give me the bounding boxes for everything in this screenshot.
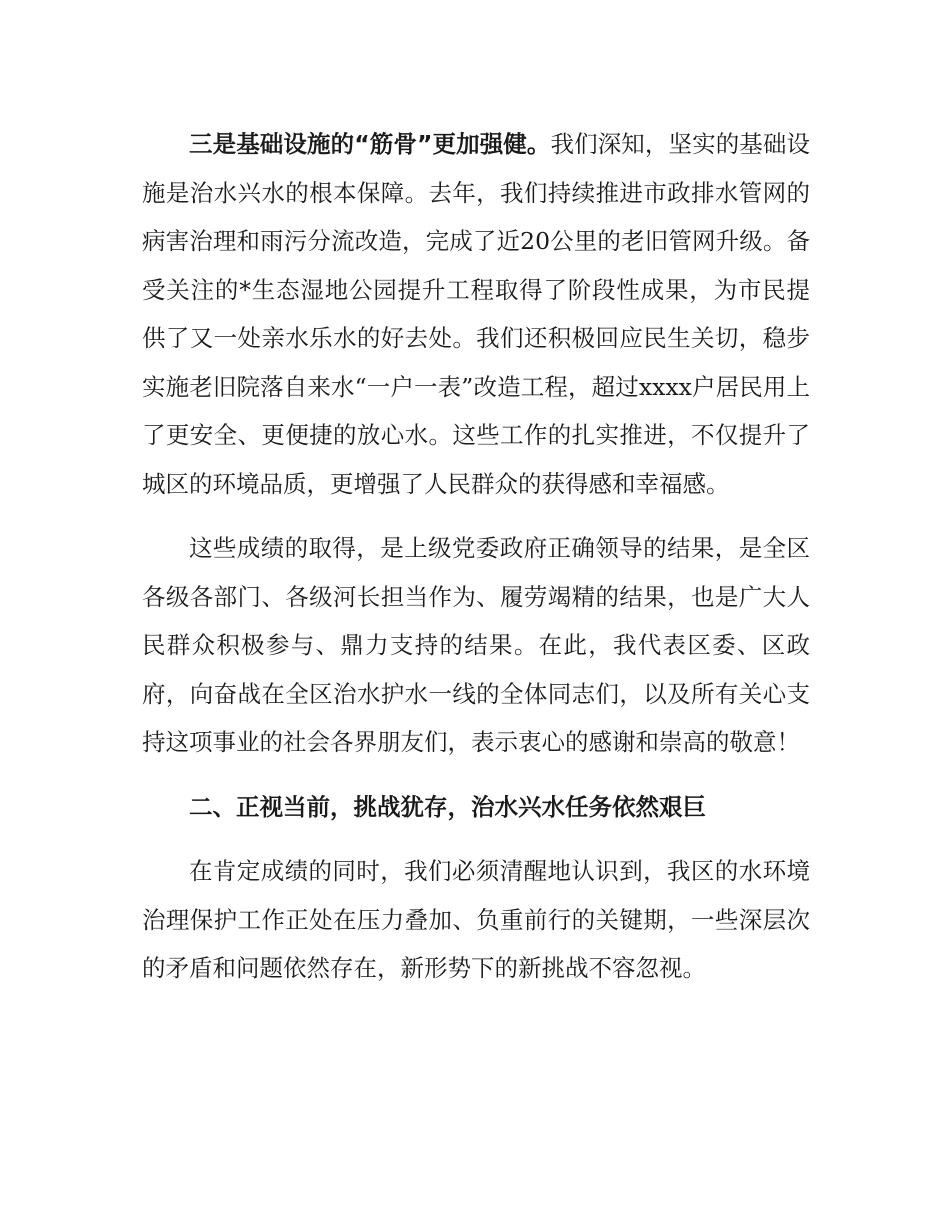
paragraph-acknowledgement: 这些成绩的取得，是上级党委政府正确领导的结果，是全区各级各部门、各级河长担当作为、履劳竭精的结果，也是广大人民群众积极参与、鼎力支持的结果。在此，我代表区委、区政府，向奋战在全区治水护水一线的全体同志们，以及所有关心支持这项事业的社会各界朋友们，表示衷心的感谢和崇高的敬意！ (142, 534, 810, 756)
document-body (142, 120, 810, 1009)
paragraph-body-text: 我们深知，坚实的基础设施是治水兴水的根本保障。去年，我们持续推进市政排水管网的病害治理和雨污分流改造，完成了近20公里的老旧管网升级。备受关注的*生态湿地公园提升工程取得了阶段性成果，为市民提供了又一处亲水乐水的好去处。我们还积极回应民生关切，稳步实施老旧院落自来水“一户一表”改造工程，超过xxxx户居民用上了更安全、更便捷的放心水。这些工作的扎实推进，不仅提升了城区的环境品质，更增强了人民群众的获得感和幸福感。 (142, 130, 811, 498)
section-heading: 二、正视当前，挑战犹存，治水兴水任务依然艰巨 (189, 792, 706, 821)
paragraph-challenges: 在肯定成绩的同时，我们必须清醒地认识到，我区的水环境治理保护工作正处在压力叠加、负重前行的关键期，一些深层次的矛盾和问题依然存在，新形势下的新挑战不容忽视。 (142, 857, 810, 982)
paragraph-infrastructure (142, 120, 810, 508)
paragraph-lead-text: 三是基础设施的“筋骨”更加强健。 (189, 130, 551, 158)
